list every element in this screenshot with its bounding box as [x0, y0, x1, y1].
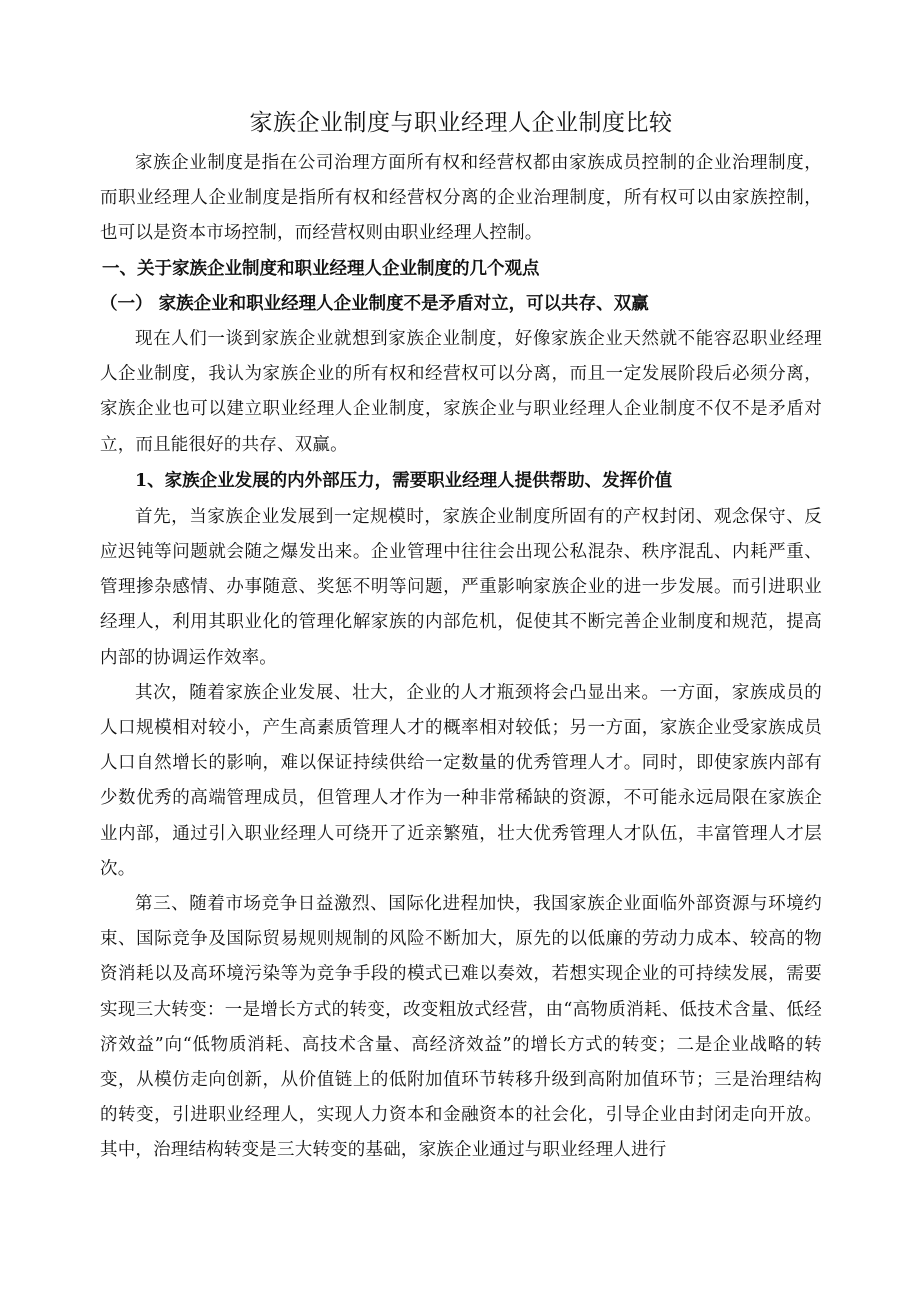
document-page [100, 100, 822, 1169]
body-paragraph: 首先，当家族企业发展到一定规模时，家族企业制度所固有的产权封闭、观念保守、反应迟钝等问题就会随之爆发出来。企业管理中往往会出现公私混杂、秩序混乱、内耗严重、管理掺杂感情、办事随意、奖惩不明等问题，严重影响家族企业的进一步发展。而引进职业经理人，利用其职业化的管理化解家族的内部危机，促使其不断完善企业制度和规范，提高内部的协调运作效率。 [100, 506, 822, 668]
document-title: 家族企业制度与职业经理人企业制度比较 [249, 110, 673, 136]
body-paragraph: 其次，随着家族企业发展、壮大，企业的人才瓶颈将会凸显出来。一方面，家族成员的人口规模相对较小，产生高素质管理人才的概率相对较低；另一方面，家族企业受家族成员人口自然增长的影响，难以保证持续供给一定数量的优秀管理人才。同时，即使家族内部有少数优秀的高端管理成员，但管理人才作为一种非常稀缺的资源，不可能永远局限在家族企业内部，通过引入职业经理人可绕开了近亲繁殖，壮大优秀管理人才队伍，丰富管理人才层次。 [100, 682, 822, 879]
body-paragraph: 现在人们一谈到家族企业就想到家族企业制度，好像家族企业天然就不能容忍职业经理人企业制度，我认为家族企业的所有权和经营权可以分离，而且一定发展阶段后必须分离，家族企业也可以建立职业经理人企业制度，家族企业与职业经理人企业制度不仅不是矛盾对立，而且能很好的共存、双赢。 [100, 329, 822, 455]
body-paragraph: 第三、随着市场竞争日益激烈、国际化进程加快，我国家族企业面临外部资源与环境约束、国际竞争及国际贸易规则规制的风险不断加大，原先的以低廉的劳动力成本、较高的物资消耗以及高环境污染等为竞争手段的模式已难以奏效，若想实现企业的可持续发展，需要实现三大转变：一是增长方式的转变，改变粗放式经营，由“高物质消耗、低技术含量、低经济效益”向“低物质消耗、高技术含量、高经济效益”的增长方式的转变；二是企业战略的转变，从模仿走向创新，从价值链上的低附加值环节转移升级到高附加值环节；三是治理结构的转变，引进职业经理人，实现人力资本和金融资本的社会化，引导企业由封闭走向开放。其中，治理结构转变是三大转变的基础，家族企业通过与职业经理人进行 [100, 894, 822, 1161]
intro-paragraph: 家族企业制度是指在公司治理方面所有权和经营权都由家族成员控制的企业治理制度，而职业经理人企业制度是指所有权和经营权分离的企业治理制度，所有权可以由家族控制，也可以是资本市场控制，而经营权则由职业经理人控制。 [100, 153, 822, 244]
subsection-heading: （一） 家族企业和职业经理人企业制度不是矛盾对立，可以共存、双赢 [100, 293, 649, 314]
point-heading: 1、家族企业发展的内外部压力，需要职业经理人提供帮助、发挥价值 [135, 470, 673, 491]
section-heading: 一、关于家族企业制度和职业经理人企业制度的几个观点 [102, 258, 540, 279]
